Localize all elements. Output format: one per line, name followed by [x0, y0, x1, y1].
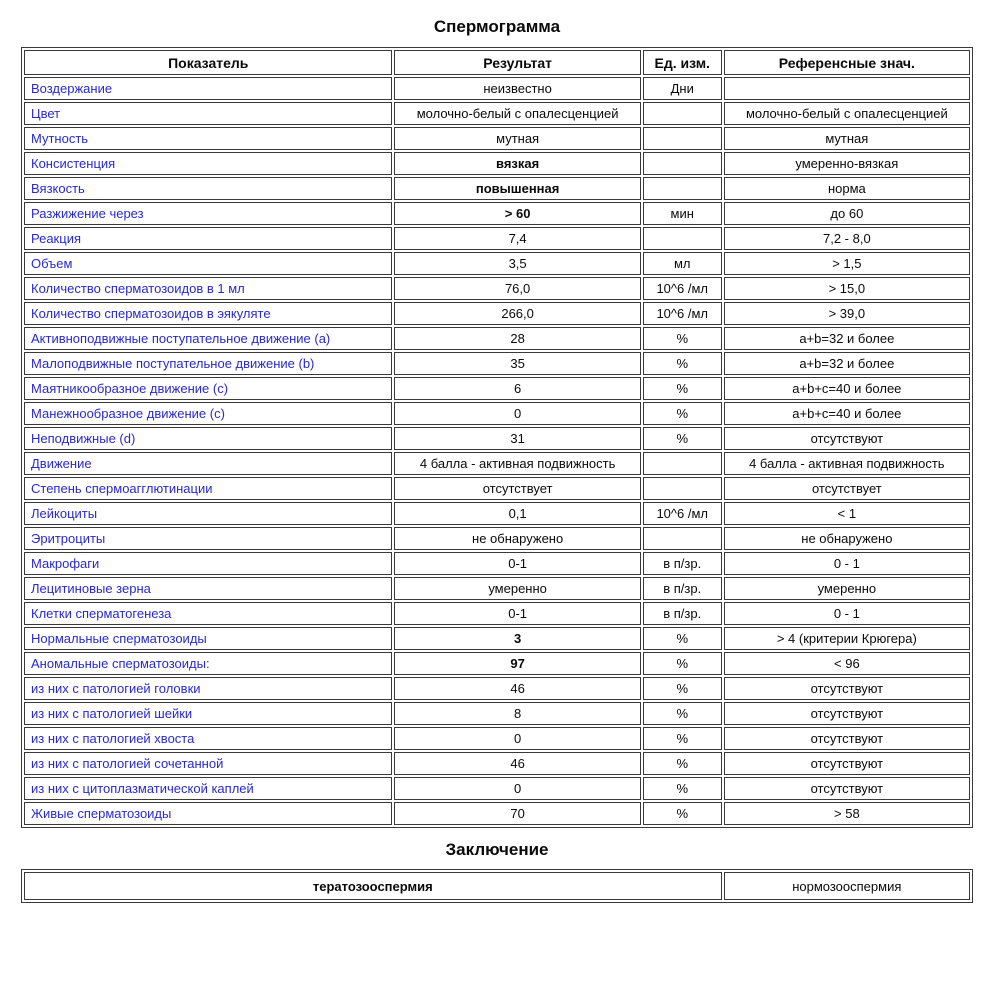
unit-value: мл	[643, 252, 722, 275]
unit-value: %	[643, 702, 722, 725]
result-value: вязкая	[394, 152, 640, 175]
unit-value: в п/зр.	[643, 602, 722, 625]
result-value: > 60	[394, 202, 640, 225]
unit-value: в п/зр.	[643, 552, 722, 575]
result-value: 0,1	[394, 502, 640, 525]
parameter-name: из них с патологией хвоста	[24, 727, 392, 750]
parameter-name: из них с патологией головки	[24, 677, 392, 700]
reference-value: > 1,5	[724, 252, 970, 275]
unit-value: %	[643, 327, 722, 350]
conclusion-reference: нормозооспермия	[724, 872, 970, 900]
unit-value: %	[643, 727, 722, 750]
reference-value: мутная	[724, 127, 970, 150]
result-value: 266,0	[394, 302, 640, 325]
parameter-name: Движение	[24, 452, 392, 475]
reference-value: отсутствуют	[724, 702, 970, 725]
parameter-name: Количество сперматозоидов в эякуляте	[24, 302, 392, 325]
unit-value: %	[643, 777, 722, 800]
parameter-name: Нормальные сперматозоиды	[24, 627, 392, 650]
table-row	[24, 802, 970, 825]
result-value: не обнаружено	[394, 527, 640, 550]
conclusion-heading: Заключение	[445, 840, 549, 859]
table-row	[24, 727, 970, 750]
parameter-name: Манежнообразное движение (c)	[24, 402, 392, 425]
result-value: умеренно	[394, 577, 640, 600]
parameter-name: Воздержание	[24, 77, 392, 100]
reference-value: отсутствуют	[724, 752, 970, 775]
conclusion-result: тератозооспермия	[24, 872, 722, 900]
reference-value: a+b+c=40 и более	[724, 402, 970, 425]
unit-value: 10^6 /мл	[643, 302, 722, 325]
reference-value: a+b=32 и более	[724, 327, 970, 350]
reference-value: отсутствуют	[724, 677, 970, 700]
result-value: 70	[394, 802, 640, 825]
unit-value	[643, 102, 722, 125]
reference-value: < 96	[724, 652, 970, 675]
parameter-name: Объем	[24, 252, 392, 275]
result-value: 3,5	[394, 252, 640, 275]
table-row	[24, 102, 970, 125]
reference-value: не обнаружено	[724, 527, 970, 550]
spermogram-table	[21, 47, 973, 828]
parameter-name: Клетки сперматогенеза	[24, 602, 392, 625]
table-row	[24, 652, 970, 675]
result-value: отсутствует	[394, 477, 640, 500]
unit-value: %	[643, 377, 722, 400]
column-header-reference: Референсные знач.	[724, 50, 970, 75]
result-value: 0-1	[394, 552, 640, 575]
table-row	[24, 502, 970, 525]
table-row	[24, 477, 970, 500]
result-value: 3	[394, 627, 640, 650]
reference-value: 0 - 1	[724, 602, 970, 625]
column-header-unit: Ед. изм.	[643, 50, 722, 75]
parameter-name: Степень спермоагглютинации	[24, 477, 392, 500]
parameter-name: из них с патологией сочетанной	[24, 752, 392, 775]
page-title: Спермограмма	[433, 17, 561, 36]
unit-value: в п/зр.	[643, 577, 722, 600]
parameter-name: Вязкость	[24, 177, 392, 200]
reference-value: отсутствуют	[724, 777, 970, 800]
result-value: 0	[394, 727, 640, 750]
reference-value: молочно-белый с опалесценцией	[724, 102, 970, 125]
parameter-name: Разжижение через	[24, 202, 392, 225]
reference-value: > 58	[724, 802, 970, 825]
parameter-name: Маятникообразное движение (c)	[24, 377, 392, 400]
unit-value: %	[643, 402, 722, 425]
reference-value: < 1	[724, 502, 970, 525]
result-value: 0-1	[394, 602, 640, 625]
unit-value	[643, 452, 722, 475]
unit-value: 10^6 /мл	[643, 502, 722, 525]
unit-value	[643, 227, 722, 250]
table-row	[24, 402, 970, 425]
table-row	[24, 227, 970, 250]
unit-value: 10^6 /мл	[643, 277, 722, 300]
result-value: неизвестно	[394, 77, 640, 100]
table-row	[24, 702, 970, 725]
result-value: 28	[394, 327, 640, 350]
reference-value: a+b=32 и более	[724, 352, 970, 375]
reference-value: > 39,0	[724, 302, 970, 325]
table-row	[24, 452, 970, 475]
result-value: 6	[394, 377, 640, 400]
result-value: 46	[394, 677, 640, 700]
table-row	[24, 202, 970, 225]
parameter-name: Мутность	[24, 127, 392, 150]
unit-value: %	[643, 627, 722, 650]
reference-value: отсутствует	[724, 477, 970, 500]
unit-value	[643, 152, 722, 175]
parameter-name: Макрофаги	[24, 552, 392, 575]
parameter-name: Аномальные сперматозоиды:	[24, 652, 392, 675]
table-row	[24, 152, 970, 175]
table-row	[24, 377, 970, 400]
column-header-parameter: Показатель	[24, 50, 392, 75]
reference-value	[724, 77, 970, 100]
table-row	[24, 427, 970, 450]
table-row	[24, 127, 970, 150]
table-row	[24, 352, 970, 375]
result-value: 4 балла - активная подвижность	[394, 452, 640, 475]
table-row	[24, 552, 970, 575]
reference-value: умеренно	[724, 577, 970, 600]
reference-value: 4 балла - активная подвижность	[724, 452, 970, 475]
reference-value: > 4 (критерии Крюгера)	[724, 627, 970, 650]
unit-value: мин	[643, 202, 722, 225]
table-row	[24, 177, 970, 200]
result-value: 35	[394, 352, 640, 375]
parameter-name: из них с цитоплазматической каплей	[24, 777, 392, 800]
parameter-name: Живые сперматозоиды	[24, 802, 392, 825]
parameter-name: Лейкоциты	[24, 502, 392, 525]
reference-value: норма	[724, 177, 970, 200]
table-row	[24, 77, 970, 100]
parameter-name: Малоподвижные поступательное движение (b)	[24, 352, 392, 375]
reference-value: отсутствуют	[724, 427, 970, 450]
result-value: мутная	[394, 127, 640, 150]
parameter-name: Консистенция	[24, 152, 392, 175]
table-row	[24, 752, 970, 775]
result-value: 46	[394, 752, 640, 775]
result-value: 0	[394, 777, 640, 800]
result-value: 97	[394, 652, 640, 675]
reference-value: 7,2 - 8,0	[724, 227, 970, 250]
table-row	[24, 577, 970, 600]
unit-value	[643, 127, 722, 150]
table-header-row	[24, 50, 970, 75]
reference-value: > 15,0	[724, 277, 970, 300]
result-value: 7,4	[394, 227, 640, 250]
reference-value: умеренно-вязкая	[724, 152, 970, 175]
unit-value	[643, 477, 722, 500]
parameter-name: Активноподвижные поступательное движение (a)	[24, 327, 392, 350]
table-row	[24, 327, 970, 350]
result-value: 76,0	[394, 277, 640, 300]
table-row	[24, 602, 970, 625]
unit-value	[643, 177, 722, 200]
unit-value	[643, 527, 722, 550]
unit-value: %	[643, 752, 722, 775]
conclusion-row	[24, 872, 970, 900]
parameter-name: Цвет	[24, 102, 392, 125]
parameter-name: Эритроциты	[24, 527, 392, 550]
table-row	[24, 677, 970, 700]
column-header-result: Результат	[394, 50, 640, 75]
result-value: 8	[394, 702, 640, 725]
reference-value: 0 - 1	[724, 552, 970, 575]
table-row	[24, 277, 970, 300]
reference-value: до 60	[724, 202, 970, 225]
conclusion-table	[21, 869, 973, 903]
result-value: 31	[394, 427, 640, 450]
table-row	[24, 777, 970, 800]
parameter-name: Количество сперматозоидов в 1 мл	[24, 277, 392, 300]
unit-value: %	[643, 652, 722, 675]
table-row	[24, 527, 970, 550]
result-value: 0	[394, 402, 640, 425]
unit-value: %	[643, 427, 722, 450]
reference-value: отсутствуют	[724, 727, 970, 750]
result-value: повышенная	[394, 177, 640, 200]
table-row	[24, 627, 970, 650]
table-row	[24, 302, 970, 325]
unit-value: Дни	[643, 77, 722, 100]
parameter-name: Лецитиновые зерна	[24, 577, 392, 600]
unit-value: %	[643, 677, 722, 700]
parameter-name: из них с патологией шейки	[24, 702, 392, 725]
table-row	[24, 252, 970, 275]
reference-value: a+b+c=40 и более	[724, 377, 970, 400]
result-value: молочно-белый с опалесценцией	[394, 102, 640, 125]
unit-value: %	[643, 352, 722, 375]
parameter-name: Неподвижные (d)	[24, 427, 392, 450]
unit-value: %	[643, 802, 722, 825]
parameter-name: Реакция	[24, 227, 392, 250]
